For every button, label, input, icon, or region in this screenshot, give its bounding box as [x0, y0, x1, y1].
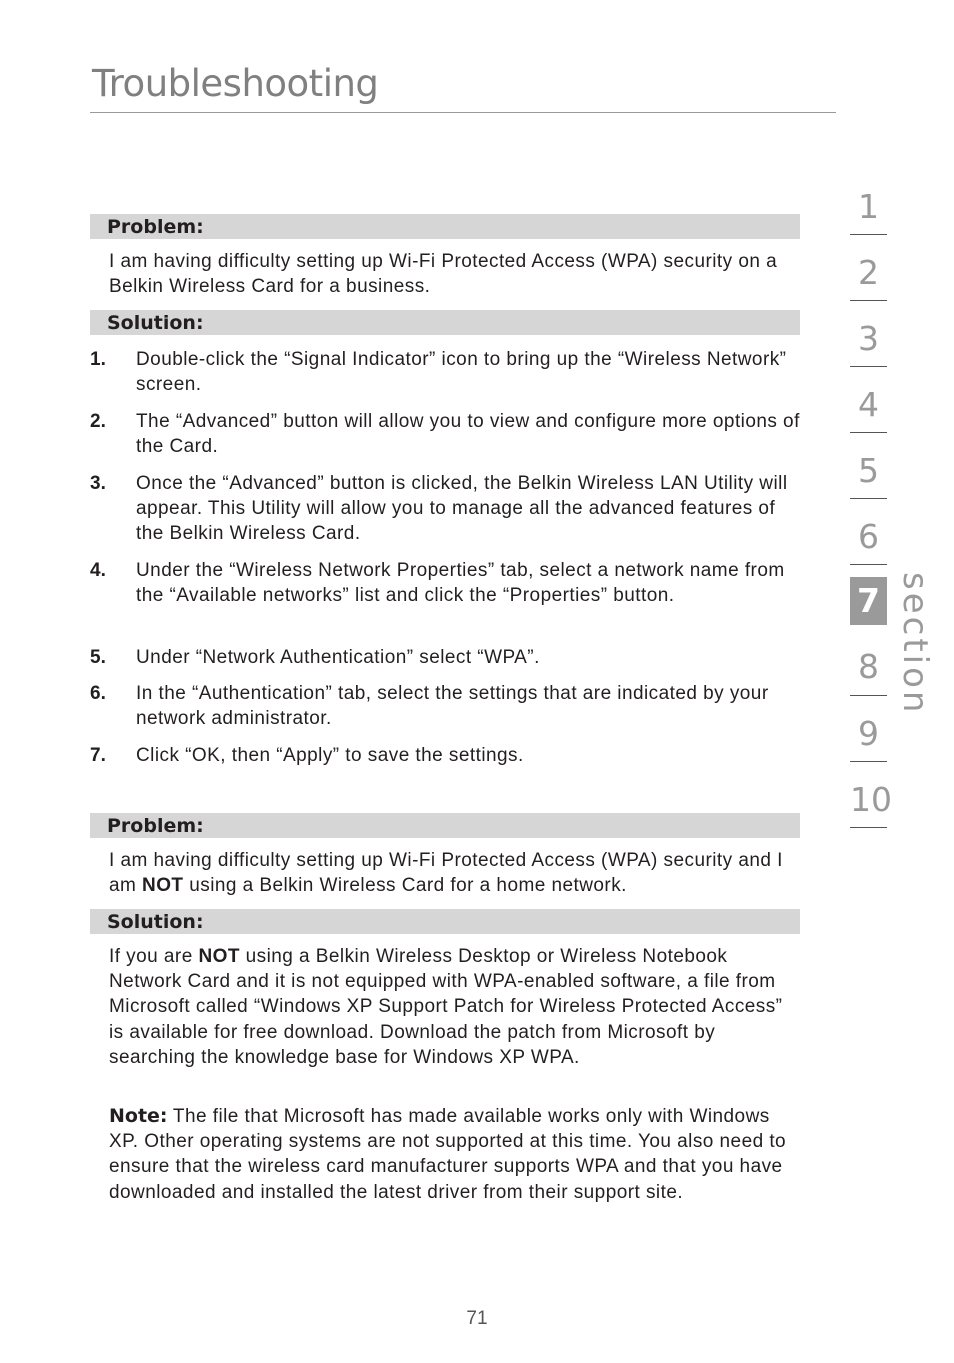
step-text: Click “OK, then “Apply” to save the settings.	[136, 745, 524, 766]
section-nav-item-4[interactable]: 4	[858, 385, 879, 424]
problem-text: I am having difficulty setting up Wi-Fi Protected Access (WPA) security on a Belkin Wireless Card for a business.	[109, 251, 778, 298]
solution-header	[90, 310, 800, 335]
solution-text-part: If you are	[109, 946, 199, 967]
section-divider	[850, 564, 887, 565]
problem-label: Problem:	[107, 815, 204, 837]
note-text: The file that Microsoft has made available works only with Windows XP. Other operating systems are not supported at this time. You also need to ensure that the wireless card manufacturer supports WPA and that you have downloaded and installed the latest driver from their support site.	[109, 1106, 787, 1203]
solution-label: Solution:	[107, 312, 204, 334]
solution-label: Solution:	[107, 911, 204, 933]
step-number: 5.	[90, 647, 106, 668]
step-text: In the “Authentication” tab, select the settings that are indicated by your network administrator.	[136, 683, 769, 730]
section-divider	[850, 761, 887, 762]
step-text: The “Advanced” button will allow you to view and configure more options of the Card.	[136, 411, 800, 458]
section-nav-item-8[interactable]: 8	[858, 647, 879, 686]
step-number: 2.	[90, 411, 106, 432]
section-nav-item-2[interactable]: 2	[858, 253, 879, 292]
step-number: 1.	[90, 349, 106, 370]
section-divider	[850, 234, 887, 235]
emphasis-not: NOT	[198, 946, 240, 967]
section-nav-item-3[interactable]: 3	[858, 319, 879, 358]
step-text: Under “Network Authentication” select “WPA”.	[136, 647, 540, 668]
section-nav-item-1[interactable]: 1	[858, 187, 879, 226]
section-nav-item-7-active[interactable]: 7	[850, 577, 887, 625]
section-divider	[850, 300, 887, 301]
emphasis-not: NOT	[142, 875, 184, 897]
section-nav-item-5[interactable]: 5	[858, 451, 879, 490]
solution-text-part: using a Belkin Wireless Desktop or Wireless Notebook Network Card and it is not equipped with WPA-enabled software, a file from Microsoft called “Windows XP Support Patch for Wireless Protected Access” is available for free download. Download the patch from Microsoft by searching the knowledge base for Windows XP WPA.	[109, 946, 783, 1068]
step-number: 3.	[90, 473, 106, 494]
section-label: section	[895, 572, 935, 716]
note-paragraph	[109, 1104, 799, 1205]
step-number: 4.	[90, 560, 106, 581]
solution-header	[90, 909, 800, 934]
step-text: Once the “Advanced” button is clicked, the Belkin Wireless LAN Utility will appear. This Utility will allow you to manage all the advanced features of the Belkin Wireless Card.	[136, 473, 788, 545]
step-text: Under the “Wireless Network Properties” tab, select a network name from the “Available networks” list and click the “Properties” button.	[136, 560, 785, 607]
section-divider	[850, 498, 887, 499]
title-divider	[90, 112, 836, 113]
section-divider	[850, 827, 887, 828]
problem-text-part: I am having difficulty setting up Wi-Fi Protected Access (WPA) security and I am	[109, 850, 783, 897]
step-text: Double-click the “Signal Indicator” icon to bring up the “Wireless Network” screen.	[136, 349, 787, 396]
problem-header	[90, 813, 800, 838]
section-divider	[850, 432, 887, 433]
section-divider	[850, 695, 887, 696]
section-divider	[850, 366, 887, 367]
section-nav-item-9[interactable]: 9	[858, 714, 879, 753]
step-number: 7.	[90, 745, 106, 766]
problem-label: Problem:	[107, 216, 204, 238]
problem-header	[90, 214, 800, 239]
section-nav-item-10[interactable]: 10	[850, 780, 892, 819]
problem-text-part: using a Belkin Wireless Card for a home network.	[183, 875, 627, 897]
section-nav-item-6[interactable]: 6	[858, 517, 879, 556]
page-number: 71	[466, 1308, 488, 1329]
note-label: Note:	[109, 1105, 168, 1127]
problem-text	[109, 848, 799, 898]
solution-paragraph	[109, 944, 799, 1070]
step-number: 6.	[90, 683, 106, 704]
page-title: Troubleshooting	[92, 62, 379, 105]
